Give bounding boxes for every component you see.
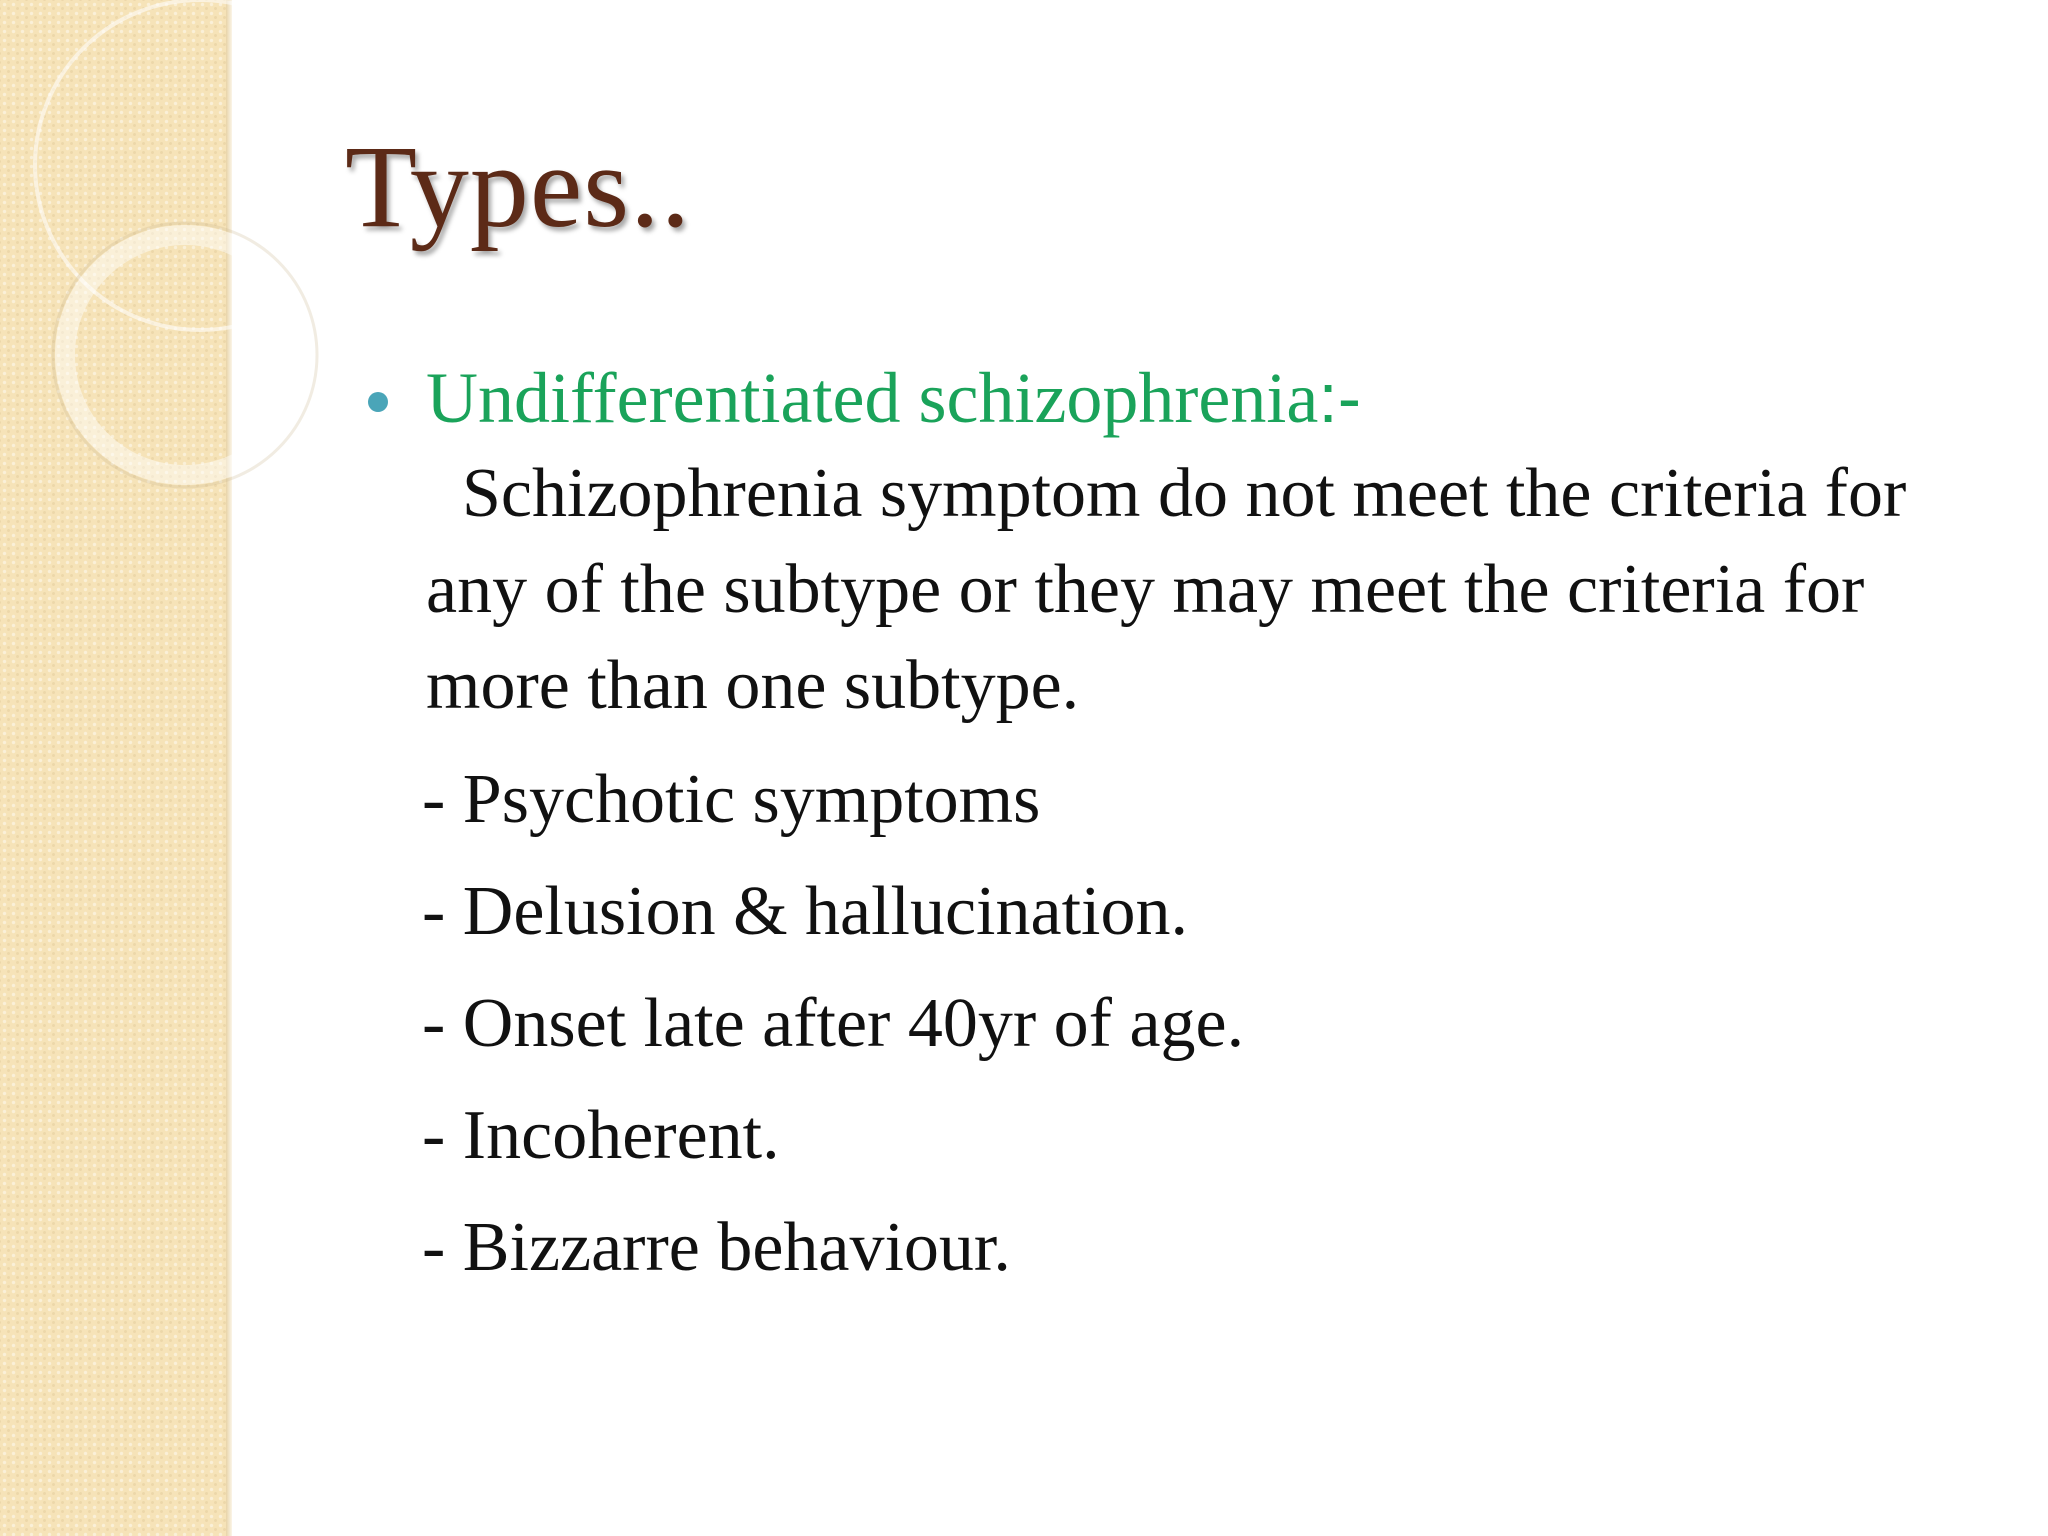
symptom-item-psychotic: - Psychotic symptoms (422, 761, 1041, 838)
symptom-list (360, 744, 2000, 1304)
bullet-dot-icon (368, 392, 388, 412)
bullet-heading-suffix: :- (1318, 359, 1362, 437)
decorative-rings (0, 0, 420, 520)
symptom-item-delusion: - Delusion & hallucination. (422, 873, 1188, 950)
slide-content (360, 350, 2000, 1304)
bullet-description: Schizophrenia symptom do not meet the criteria for any of the subtype or they may meet the criteria for more than one subtype. (426, 455, 1907, 724)
symptom-item-incoherent: - Incoherent. (422, 1097, 780, 1174)
bullet-heading-row (360, 350, 2000, 446)
decorative-ring-medium (65, 235, 305, 475)
bullet-heading: Undifferentiated schizophrenia (426, 358, 1319, 438)
slide-title: Types.. (345, 121, 692, 252)
symptom-item-onset: - Onset late after 40yr of age. (422, 985, 1245, 1062)
symptom-item-bizarre: - Bizzarre behaviour. (422, 1209, 1011, 1286)
decorative-ring-shadow (53, 223, 317, 487)
